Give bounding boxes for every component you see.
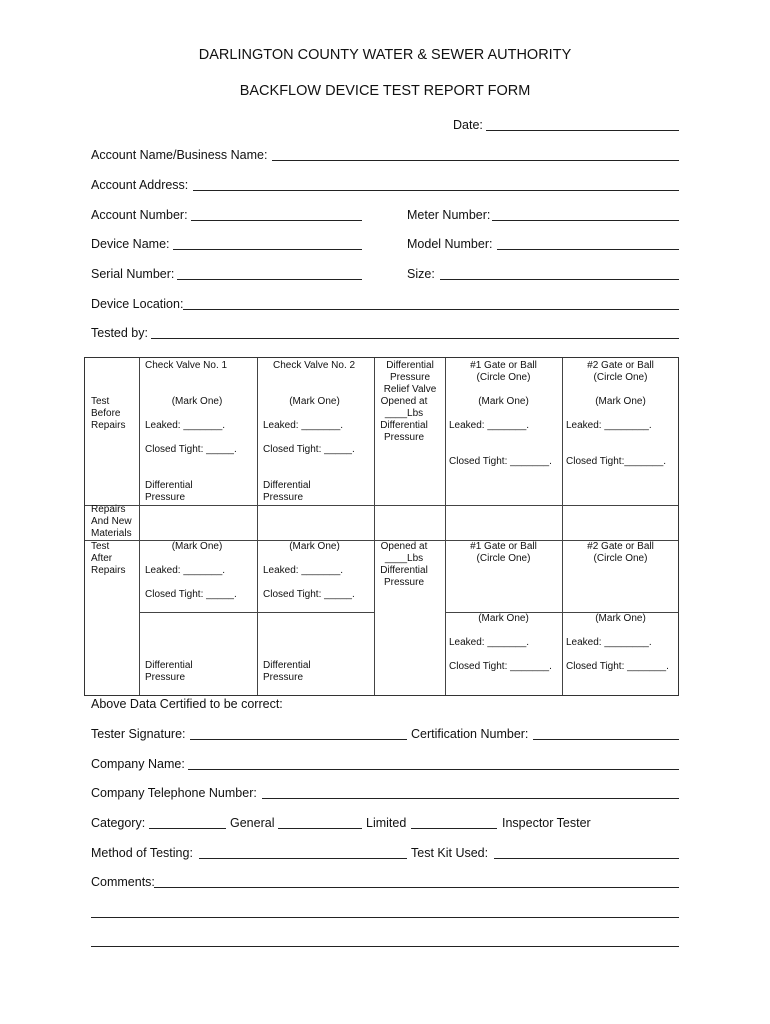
table-divider	[139, 358, 140, 695]
serial-number-field[interactable]	[177, 279, 362, 280]
mark-one: (Mark One)	[171, 541, 223, 552]
row-label-before: Test	[91, 396, 110, 407]
cv2-before-leaked[interactable]: Leaked: _______.	[263, 420, 344, 431]
row-label-repairs: And New	[91, 516, 132, 527]
comments-field-line-1[interactable]	[154, 887, 679, 888]
company-name-label: Company Name:	[91, 757, 185, 771]
cv2-before-differential: Differential	[263, 480, 311, 491]
cv1-before-differential: Differential	[145, 480, 193, 491]
header-relief-valve-line2: Pressure	[389, 372, 430, 383]
tester-signature-label: Tester Signature:	[91, 727, 186, 741]
mark-one: (Mark One)	[595, 396, 646, 407]
account-number-label: Account Number:	[91, 208, 188, 222]
table-divider	[139, 612, 375, 613]
test-kit-used-field[interactable]	[494, 858, 679, 859]
account-address-field[interactable]	[193, 190, 679, 191]
table-divider	[257, 358, 258, 695]
header-gate-1: #1 Gate or Ball	[470, 360, 537, 371]
category-limited-field[interactable]	[278, 828, 362, 829]
company-phone-field[interactable]	[262, 798, 679, 799]
mark-one: (Mark One)	[171, 396, 223, 407]
cv2-after-pressure: Pressure	[263, 672, 304, 683]
gate2-after-header: #2 Gate or Ball	[587, 541, 654, 552]
gate2-after-leaked[interactable]: Leaked: ________.	[566, 637, 652, 648]
gate2-after-closed-tight[interactable]: Closed Tight: _______.	[566, 661, 669, 672]
size-field[interactable]	[440, 279, 679, 280]
category-general-field[interactable]	[149, 828, 226, 829]
header-gate-1-circle: (Circle One)	[476, 372, 531, 383]
tested-by-field[interactable]	[151, 338, 679, 339]
device-location-field[interactable]	[183, 309, 679, 310]
cv2-before-closed-tight[interactable]: Closed Tight: _____.	[263, 444, 355, 455]
row-label-before: Repairs	[91, 420, 126, 431]
gate1-after-closed-tight[interactable]: Closed Tight: _______.	[449, 661, 552, 672]
cv2-before-pressure: Pressure	[263, 492, 304, 503]
header-check-valve-2: Check Valve No. 2	[273, 360, 356, 371]
cv1-before-closed-tight[interactable]: Closed Tight: _____.	[145, 444, 237, 455]
tested-by-label: Tested by:	[91, 326, 148, 340]
header-gate-2-circle: (Circle One)	[593, 372, 648, 383]
row-label-after: Repairs	[91, 565, 126, 576]
relief-after-lbs[interactable]: ____Lbs	[384, 553, 424, 564]
date-field[interactable]	[486, 130, 679, 131]
cv2-after-closed-tight[interactable]: Closed Tight: _____.	[263, 589, 355, 600]
mark-one: (Mark One)	[478, 613, 529, 624]
device-name-field[interactable]	[173, 249, 362, 250]
gate2-before-leaked[interactable]: Leaked: ________.	[566, 420, 652, 431]
table-divider	[445, 358, 446, 695]
comments-field-line-3[interactable]	[91, 946, 679, 947]
cv1-after-differential: Differential	[145, 660, 193, 671]
test-kit-used-label: Test Kit Used:	[411, 846, 489, 860]
category-limited-label: Limited	[366, 816, 407, 830]
comments-label: Comments:	[91, 875, 155, 889]
gate1-after-circle-one: (Circle One)	[476, 553, 531, 564]
form-title: BACKFLOW DEVICE TEST REPORT FORM	[239, 83, 531, 99]
cv2-after-leaked[interactable]: Leaked: _______.	[263, 565, 344, 576]
size-label: Size:	[407, 267, 435, 281]
category-label: Category:	[91, 816, 146, 830]
account-name-field[interactable]	[272, 160, 679, 161]
relief-after-opened-at: Opened at	[380, 541, 428, 552]
relief-before-pressure: Pressure	[383, 432, 424, 443]
cv1-after-pressure: Pressure	[145, 672, 186, 683]
row-label-after: Test	[91, 541, 110, 552]
serial-number-label: Serial Number:	[91, 267, 175, 281]
gate1-after-header: #1 Gate or Ball	[470, 541, 537, 552]
row-label-before: Before	[91, 408, 121, 419]
model-number-label: Model Number:	[407, 237, 493, 251]
gate2-after-circle-one: (Circle One)	[593, 553, 648, 564]
header-check-valve-1: Check Valve No. 1	[145, 360, 228, 371]
cv2-after-differential: Differential	[263, 660, 311, 671]
meter-number-label: Meter Number:	[407, 208, 491, 222]
device-location-label: Device Location:	[91, 297, 184, 311]
certification-number-field[interactable]	[533, 739, 679, 740]
gate1-before-closed-tight[interactable]: Closed Tight: _______.	[449, 456, 552, 467]
header-relief-valve-line3: Relief Valve	[383, 384, 437, 395]
cv1-before-pressure: Pressure	[145, 492, 186, 503]
category-general-label: General	[230, 816, 275, 830]
date-label: Date:	[453, 118, 483, 132]
gate1-after-leaked[interactable]: Leaked: _______.	[449, 637, 530, 648]
category-inspector-label: Inspector Tester	[502, 816, 591, 830]
company-phone-label: Company Telephone Number:	[91, 786, 257, 800]
row-label-repairs: Repairs	[91, 504, 126, 515]
device-name-label: Device Name:	[91, 237, 170, 251]
relief-before-lbs[interactable]: ____Lbs	[384, 408, 424, 419]
mark-one: (Mark One)	[595, 613, 646, 624]
account-number-field[interactable]	[191, 220, 362, 221]
tester-signature-field[interactable]	[190, 739, 407, 740]
header-gate-2: #2 Gate or Ball	[587, 360, 654, 371]
gate1-before-leaked[interactable]: Leaked: _______.	[449, 420, 530, 431]
account-name-label: Account Name/Business Name:	[91, 148, 268, 162]
certification-statement: Above Data Certified to be correct:	[91, 697, 283, 711]
model-number-field[interactable]	[497, 249, 679, 250]
relief-after-differential: Differential	[380, 565, 428, 576]
mark-one: (Mark One)	[478, 396, 529, 407]
account-address-label: Account Address:	[91, 178, 189, 192]
table-divider	[562, 358, 563, 695]
method-of-testing-field[interactable]	[199, 858, 407, 859]
header-relief-valve-line1: Differential	[386, 360, 434, 371]
relief-before-differential: Differential	[380, 420, 428, 431]
gate2-before-closed-tight[interactable]: Closed Tight:_______.	[566, 456, 667, 467]
category-inspector-field[interactable]	[411, 828, 497, 829]
table-divider	[85, 505, 678, 506]
row-label-repairs: Materials	[91, 528, 132, 539]
relief-after-pressure: Pressure	[383, 577, 424, 588]
certification-number-label: Certification Number:	[411, 727, 529, 741]
mark-one: (Mark One)	[289, 541, 340, 552]
relief-before-opened-at: Opened at	[380, 396, 428, 407]
comments-field-line-2[interactable]	[91, 917, 679, 918]
meter-number-field[interactable]	[492, 220, 679, 221]
row-label-after: After	[91, 553, 113, 564]
organization-title: DARLINGTON COUNTY WATER & SEWER AUTHORITY	[198, 47, 572, 63]
company-name-field[interactable]	[188, 769, 679, 770]
method-of-testing-label: Method of Testing:	[91, 846, 193, 860]
cv1-before-leaked[interactable]: Leaked: _______.	[145, 420, 226, 431]
cv1-after-leaked[interactable]: Leaked: _______.	[145, 565, 226, 576]
cv1-after-closed-tight[interactable]: Closed Tight: _____.	[145, 589, 237, 600]
mark-one: (Mark One)	[289, 396, 340, 407]
